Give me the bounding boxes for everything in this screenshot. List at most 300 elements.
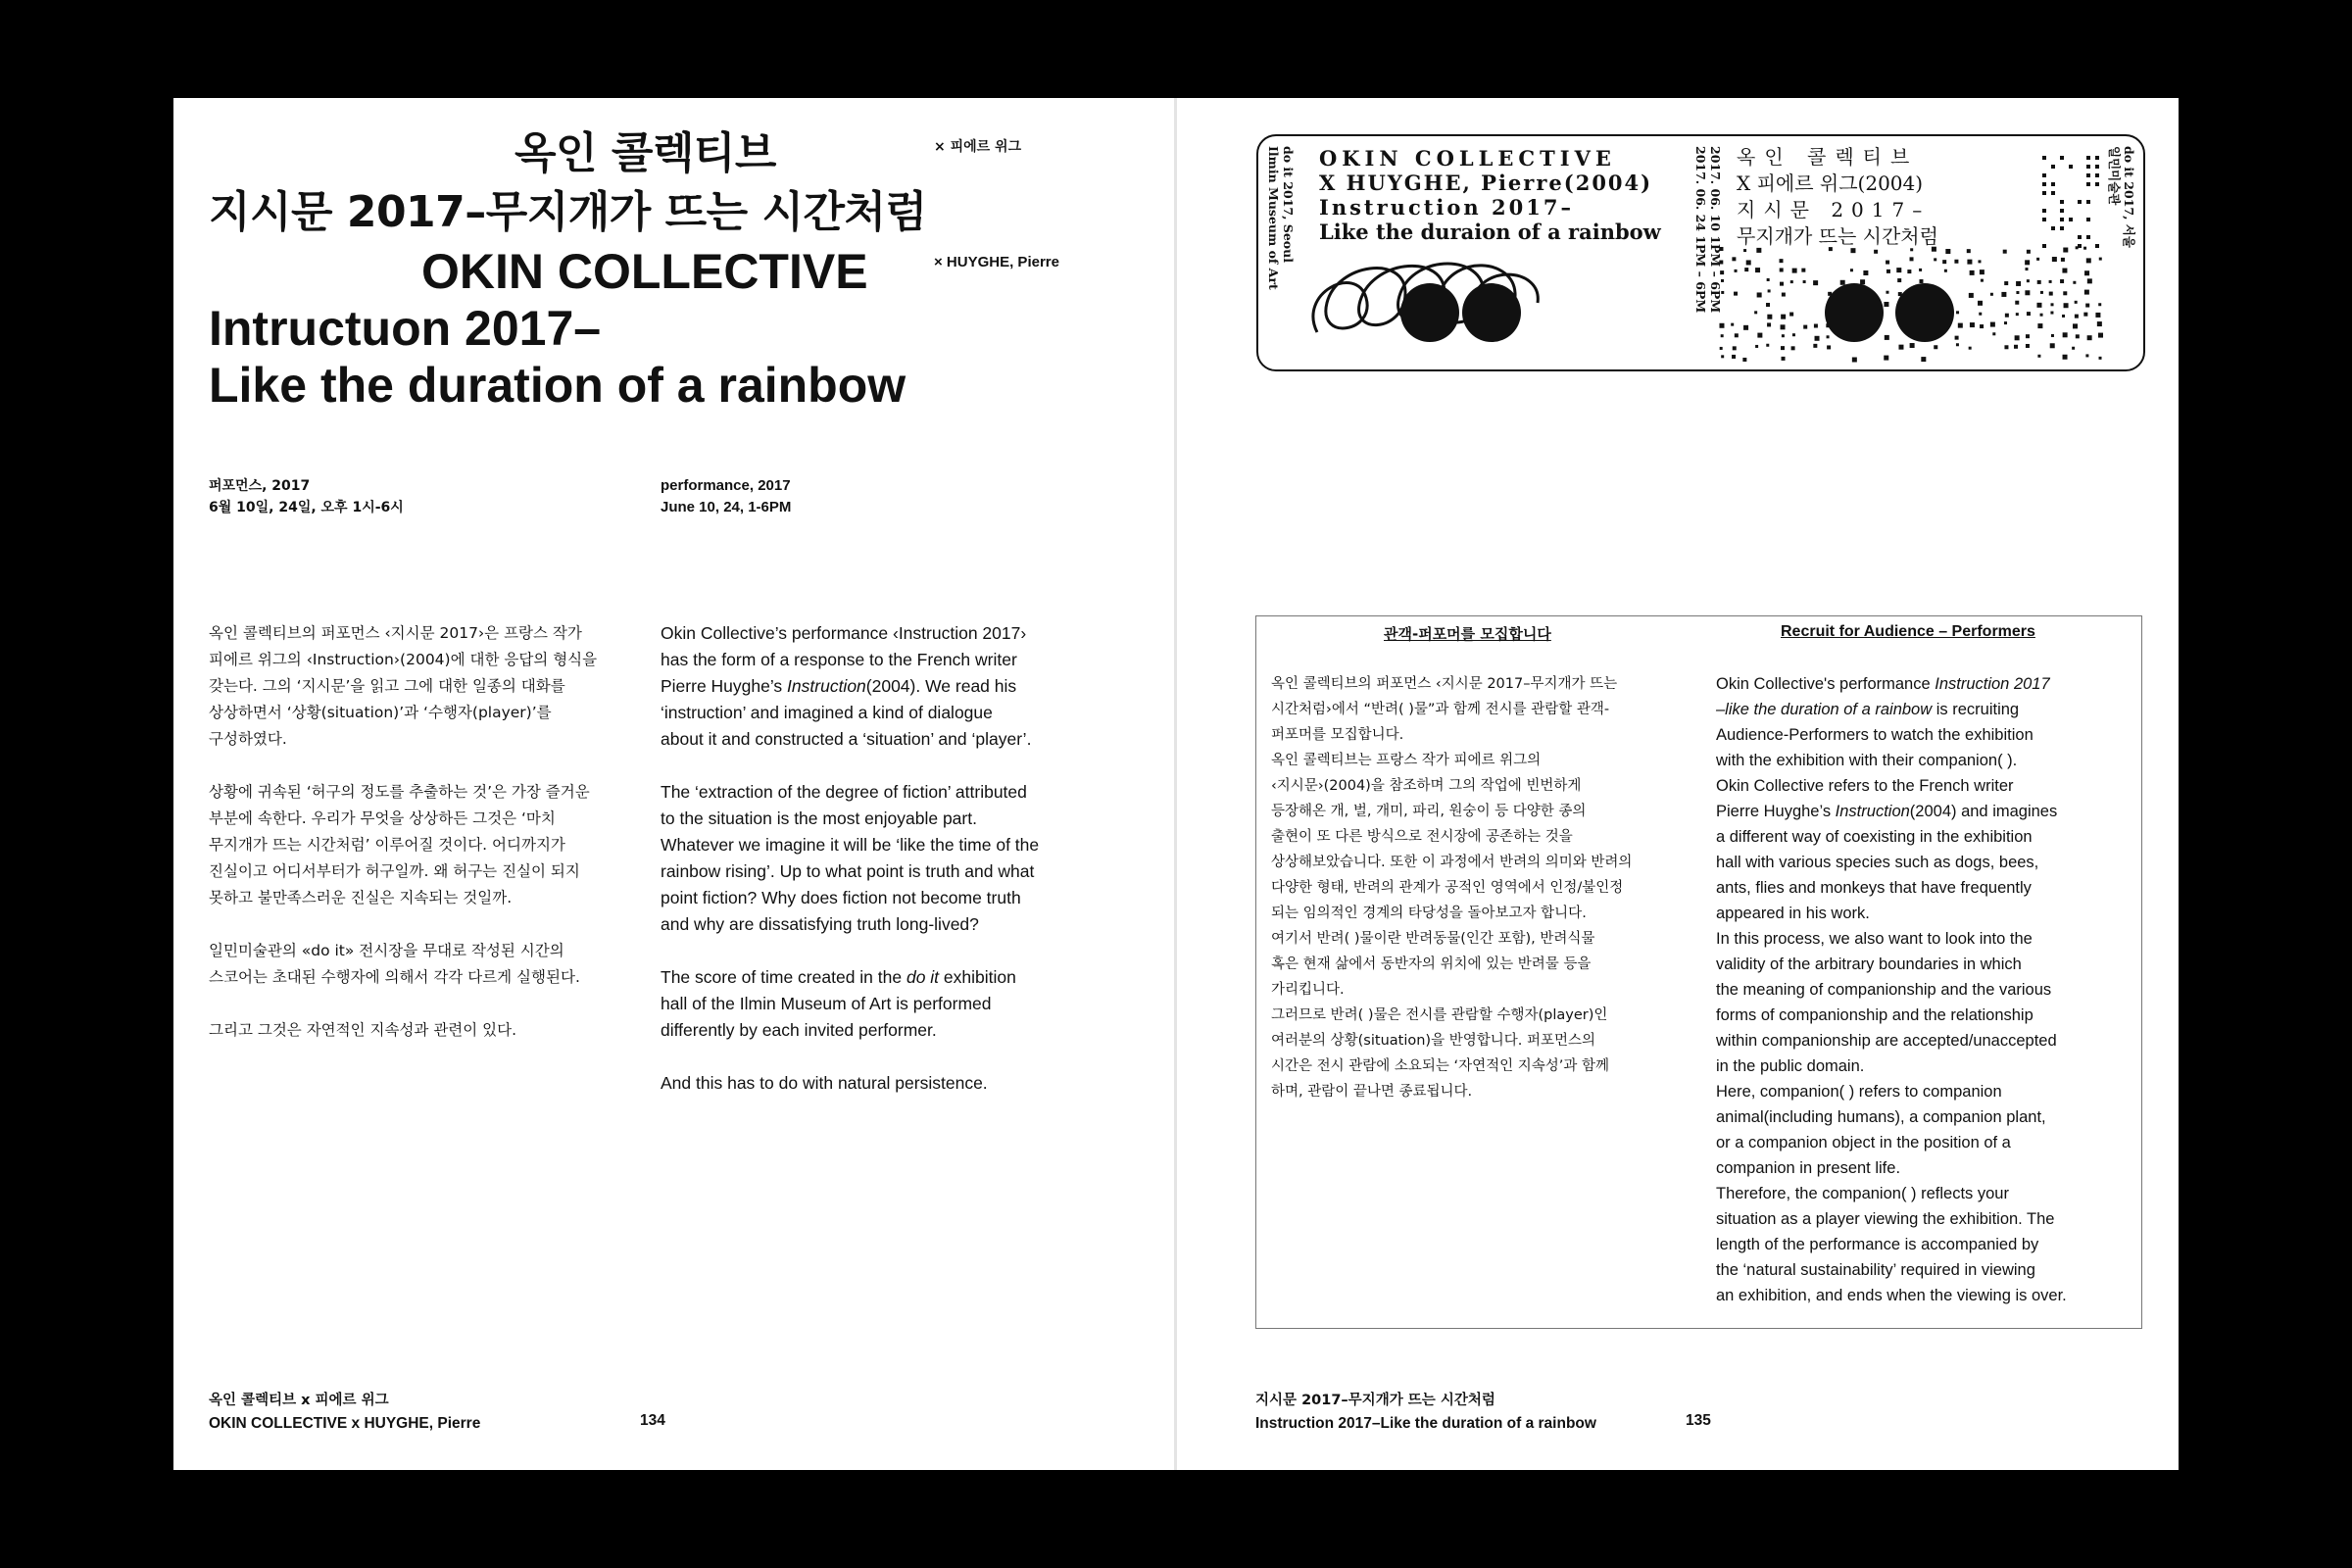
pattern-dot <box>1955 336 1959 340</box>
pattern-dot <box>2075 315 2079 318</box>
poster-line: OKIN COLLECTIVE <box>1319 146 1616 171</box>
text-line: 시간은 전시 관람에 소요되는 ‘자연적인 지속성’과 함께 <box>1271 1058 1610 1074</box>
pattern-dot <box>2016 291 2019 294</box>
text-line: The ‘extraction of the degree of fiction’ attributed <box>661 782 1027 802</box>
pattern-dot <box>2042 244 2046 248</box>
pattern-dot <box>2063 291 2067 295</box>
left-footer <box>209 1390 480 1435</box>
pattern-dot <box>2076 334 2080 338</box>
page-number: 134 <box>640 1412 665 1429</box>
text-line: to the situation is the most enjoyable part. <box>661 808 977 828</box>
pattern-dot <box>2049 280 2052 283</box>
pattern-dot <box>1780 282 1784 286</box>
footer-ko: 지시문 2017–무지개가 뜨는 시간처럼 <box>1255 1393 1495 1408</box>
poster-line: Instruction 2017– <box>1319 195 1574 220</box>
text-line: And this has to do with natural persistence. <box>661 1073 988 1093</box>
pattern-dot <box>2037 280 2041 284</box>
text-line: Whatever we imagine it will be ‘like the time of the <box>661 835 1040 855</box>
pattern-dot <box>2078 244 2082 248</box>
pattern-dot <box>2003 250 2007 254</box>
pattern-dot <box>2095 173 2099 177</box>
pattern-dot <box>1781 324 1786 329</box>
pattern-dot <box>1757 333 1762 338</box>
pattern-dot <box>2060 226 2064 230</box>
poster-side-line: 2017. 06. 24 1PM – 6PM <box>1693 146 1708 314</box>
text-line: 무지개가 뜨는 시간처럼’ 이루어질 것이다. 어디까지가 <box>209 836 565 854</box>
text-fragment: is recruiting <box>1932 701 2020 718</box>
text-line: 피에르 위그의 ‹Instruction›(2004)에 대한 응답의 형식을 <box>209 651 598 668</box>
body-en-paragraph <box>661 964 1111 1044</box>
pattern-dot <box>1789 313 1793 317</box>
text-line: within companionship are accepted/unaccepted <box>1716 1032 2057 1050</box>
pattern-dot <box>1813 344 1817 348</box>
black-dot <box>1825 283 1884 342</box>
collab-ko: × 피에르 위그 <box>934 139 1022 155</box>
pattern-dot <box>2064 303 2069 308</box>
pattern-dot <box>1815 336 1820 341</box>
pattern-dot <box>1755 268 1760 272</box>
box-body-en <box>1716 671 2132 1308</box>
text-line: hall with various species such as dogs, bees, <box>1716 854 2039 871</box>
poster-en-title <box>1319 146 1661 244</box>
text-line: appeared in his work. <box>1716 905 1870 922</box>
text-line <box>1716 697 2132 722</box>
pattern-dot <box>1735 333 1739 337</box>
text-line: and why are dissatisfying truth long-lived? <box>661 914 979 934</box>
pattern-dot <box>2049 292 2053 296</box>
pattern-dot <box>1980 324 1984 328</box>
pattern-dot <box>1981 279 1984 282</box>
pattern-dot <box>2036 303 2041 308</box>
pattern-dot <box>2042 173 2046 177</box>
pattern-dot <box>2027 279 2030 282</box>
text-line: Okin Collective refers to the French writer <box>1716 777 2014 795</box>
pattern-dot <box>2087 278 2092 283</box>
pattern-dot <box>1978 260 1981 263</box>
text-italic: Instruction 2017 <box>1935 675 2050 693</box>
text-line: 상황에 귀속된 ‘허구의 정도를 추출하는 것’은 가장 즐거운 <box>209 783 590 801</box>
pattern-dot <box>2073 281 2076 284</box>
pattern-dot <box>2063 248 2068 253</box>
text-italic: Instruction <box>787 676 866 696</box>
pattern-dot <box>2050 343 2055 348</box>
pattern-dot <box>1896 268 1901 272</box>
poster-side-right <box>2103 146 2136 357</box>
text-line: length of the performance is accompanied by <box>1716 1236 2039 1253</box>
box-heading-en: Recruit for Audience – Performers <box>1781 623 2035 640</box>
pattern-dot <box>1944 270 1947 272</box>
poster-side-left-text <box>1266 146 1296 290</box>
pattern-dot <box>2042 209 2046 213</box>
text-line: hall of the Ilmin Museum of Art is performed <box>661 994 992 1013</box>
text-line: ‘instruction’ and imagined a kind of dialogue <box>661 703 993 722</box>
pattern-dot <box>1780 268 1784 271</box>
text-fragment: exhibition <box>939 967 1016 987</box>
pattern-dot <box>1803 280 1806 283</box>
meta-en-line: performance, 2017 <box>661 477 791 494</box>
pattern-dot <box>1898 345 1903 350</box>
body-en-paragraph <box>661 1070 1111 1097</box>
pattern-dot <box>2051 165 2055 169</box>
pattern-dot <box>2086 235 2090 239</box>
text-line: the ‘natural sustainability’ required in viewing <box>1716 1261 2035 1279</box>
text-line <box>1716 799 2132 824</box>
pattern-dot <box>1852 357 1857 362</box>
pattern-dot <box>2078 235 2082 239</box>
pattern-dot <box>1780 259 1784 263</box>
text-line: about it and constructed a ‘situation’ and ‘player’. <box>661 729 1032 749</box>
pattern-dot <box>1934 258 1936 261</box>
pattern-dot <box>2063 355 2068 360</box>
pattern-dot <box>1732 257 1736 261</box>
body-ko-paragraph <box>209 1017 645 1044</box>
pattern-dot <box>1782 293 1786 297</box>
pattern-dot <box>1967 249 1971 253</box>
text-line: 구성하였다. <box>209 730 287 748</box>
text-line: in the public domain. <box>1716 1057 1865 1075</box>
body-ko <box>209 620 645 1044</box>
pattern-dot <box>1885 335 1889 340</box>
pattern-dot <box>1755 345 1758 348</box>
pattern-dot <box>2086 165 2090 169</box>
pattern-dot <box>1860 279 1865 284</box>
poster-side-line: 2017. 06. 10 1PM – 6PM <box>1708 146 1723 314</box>
poster-side-mid-text <box>1693 146 1723 313</box>
pattern-dot <box>1886 270 1890 273</box>
recruit-box <box>1255 615 2142 1329</box>
text-line: 옥인 콜렉티브의 퍼포먼스 ‹지시문 2017–무지개가 뜨는 <box>1271 676 1618 692</box>
pattern-dot <box>2060 279 2064 283</box>
pattern-dot <box>2051 226 2055 230</box>
text-line: with the exhibition with their companion( ). <box>1716 752 2018 769</box>
footer-en: Instruction 2017–Like the duration of a rainbow <box>1255 1415 1596 1432</box>
pattern-dot <box>1801 269 1805 272</box>
pattern-dot <box>1732 355 1736 359</box>
pattern-dot <box>2040 291 2043 294</box>
pattern-dot <box>1934 345 1937 349</box>
pattern-dot <box>1803 325 1807 329</box>
body-ko-paragraph <box>209 938 645 991</box>
poster-side-line: 일민미술관 <box>2107 146 2122 206</box>
pattern-dot <box>1733 346 1737 350</box>
pattern-dot <box>2014 345 2018 349</box>
pattern-dot <box>2099 357 2102 360</box>
pattern-dot <box>1956 343 1959 346</box>
pattern-dot <box>2095 244 2099 248</box>
pattern-dot <box>1850 269 1853 271</box>
pattern-dot <box>1907 270 1911 273</box>
pattern-dot <box>1945 249 1950 254</box>
text-line: validity of the arbitrary boundaries in which <box>1716 956 2022 973</box>
text-line: 그리고 그것은 자연적인 지속성과 관련이 있다. <box>209 1021 517 1039</box>
pattern-dot <box>2040 314 2043 317</box>
pattern-dot <box>1746 260 1751 265</box>
text-line <box>1716 671 2132 697</box>
text-line: Therefore, the companion( ) reflects your <box>1716 1185 2009 1202</box>
pattern-dot <box>1781 315 1786 319</box>
pattern-dot <box>1919 269 1922 271</box>
text-line: 여기서 반려( )물이란 반려동물(인간 포함), 반려식물 <box>1271 931 1595 947</box>
pattern-dot <box>1992 332 1995 335</box>
pattern-dot <box>2036 258 2039 261</box>
pattern-dot <box>1979 313 1982 316</box>
text-line: situation as a player viewing the exhibition. The <box>1716 1210 2055 1228</box>
text-line: the meaning of companionship and the various <box>1716 981 2052 999</box>
right-page <box>1177 98 2179 1470</box>
pattern-dot <box>2099 258 2102 261</box>
pattern-dot <box>2069 165 2073 169</box>
text-line: 출현이 또 다른 방식으로 전시장에 공존하는 것을 <box>1271 829 1573 845</box>
black-dot <box>1462 283 1521 342</box>
pattern-dot <box>2083 313 2087 317</box>
pattern-dot <box>2085 354 2088 357</box>
black-dot <box>1400 283 1459 342</box>
pattern-dot <box>1980 270 1984 274</box>
text-line: Here, companion( ) refers to companion <box>1716 1083 2002 1101</box>
pattern-dot <box>1768 289 1771 292</box>
pattern-dot <box>1954 260 1958 264</box>
title-en-line1: OKIN COLLECTIVE <box>421 244 868 299</box>
body-ko-paragraph <box>209 620 645 753</box>
pattern-dot <box>2001 292 2006 297</box>
text-fragment: The score of time created in the <box>661 967 906 987</box>
text-line: rainbow rising’. Up to what point is truth and what <box>661 861 1035 881</box>
pattern-dot <box>1814 324 1818 328</box>
poster-side-line: do it 2017, Seoul <box>1281 146 1296 263</box>
pattern-dot <box>1990 293 1993 296</box>
left-page <box>173 98 1174 1470</box>
poster-side-line: do it 2017, 서울 <box>2122 146 2136 248</box>
pattern-dot <box>1886 291 1888 294</box>
text-line: 상상하면서 ‘상황(situation)’과 ‘수행자(player)’를 <box>209 704 552 721</box>
pattern-dot <box>2025 290 2030 295</box>
body-en-paragraph <box>661 779 1111 938</box>
footer-ko: 옥인 콜렉티브 x 피에르 위그 <box>209 1393 389 1408</box>
pattern-dot <box>2060 200 2064 204</box>
text-line: 가리킵니다. <box>1271 982 1345 998</box>
body-en-paragraph <box>661 620 1111 753</box>
pattern-dot <box>2051 191 2055 195</box>
pattern-dot <box>1735 270 1738 272</box>
pattern-dot <box>2042 218 2046 221</box>
pattern-dot <box>2062 269 2067 273</box>
pattern-dot <box>2051 182 2055 186</box>
right-footer <box>1255 1390 1596 1435</box>
pattern-dot <box>2072 347 2075 350</box>
pattern-dot <box>2097 321 2102 326</box>
pattern-dot <box>2095 182 2099 186</box>
pattern-dot <box>1754 311 1757 314</box>
pattern-dot <box>2026 334 2030 338</box>
pattern-dot <box>2005 314 2009 318</box>
pattern-dot <box>1757 292 1762 297</box>
text-line: 등장해온 개, 벌, 개미, 파리, 원숭이 등 다양한 종의 <box>1271 804 1587 819</box>
pattern-dot <box>2084 270 2089 275</box>
pattern-dot <box>1767 315 1772 319</box>
pattern-dot <box>2086 200 2090 204</box>
text-line: ants, flies and monkeys that have frequently <box>1716 879 2032 897</box>
pattern-dot <box>1969 347 1972 350</box>
text-line: 다양한 형태, 반려의 관계가 공적인 영역에서 인정/불인정 <box>1271 880 1624 896</box>
pattern-dot <box>2060 209 2064 213</box>
poster-side-mid <box>1691 146 1723 357</box>
poster-line: 지시문 2017– <box>1737 198 1931 221</box>
meta-en-line: June 10, 24, 1-6PM <box>661 499 792 515</box>
text-line: ‹지시문›(2004)을 참조하며 그의 작업에 빈번하게 <box>1271 778 1582 794</box>
title-en-line2: Intructuon 2017– <box>209 301 602 356</box>
text-line: 퍼포머를 모집합니다. <box>1271 727 1404 743</box>
pattern-dot <box>2027 250 2031 254</box>
pattern-dot <box>1790 280 1793 283</box>
box-heading-ko: 관객-퍼포머를 모집합니다 <box>1384 625 1551 643</box>
text-line: 혹은 현재 삶에서 동반자의 위치에 있는 반려물 등을 <box>1271 956 1592 972</box>
text-line: animal(including humans), a companion plant, <box>1716 1108 2046 1126</box>
pattern-dot <box>2026 344 2030 348</box>
pattern-dot <box>2095 156 2099 160</box>
pattern-dot <box>2027 312 2031 316</box>
text-line: 시간처럼›에서 “반려( )물”과 함께 전시를 관람할 관객- <box>1271 702 1610 717</box>
pattern-dot <box>1970 322 1975 327</box>
text-line: forms of companionship and the relationship <box>1716 1006 2034 1024</box>
text-line: Audience-Performers to watch the exhibition <box>1716 726 2034 744</box>
pattern-dot <box>2086 156 2090 160</box>
pattern-dot <box>2025 268 2028 270</box>
text-line: 옥인 콜렉티브의 퍼포먼스 ‹지시문 2017›은 프랑스 작가 <box>209 624 582 642</box>
text-italic: –like the duration of a rainbow <box>1716 701 1933 718</box>
pattern-dot <box>1840 280 1845 285</box>
pattern-dot <box>2004 345 2008 349</box>
pattern-dot <box>2051 334 2054 337</box>
pattern-dot <box>2078 200 2082 204</box>
pattern-dot <box>2086 173 2090 177</box>
pattern-dot <box>2060 218 2064 221</box>
pattern-dot <box>2004 281 2008 285</box>
body-ko-paragraph <box>209 779 645 911</box>
pattern-dot <box>2061 258 2065 262</box>
text-line: In this process, we also want to look into the <box>1716 930 2033 948</box>
pattern-dot <box>2084 290 2089 295</box>
pattern-dot <box>1910 257 1914 261</box>
pattern-dot <box>2015 335 2020 340</box>
pattern-dot <box>1827 335 1830 338</box>
text-fragment: Pierre Huyghe’s <box>661 676 788 696</box>
pattern-dot <box>2052 257 2057 262</box>
pattern-dot <box>2086 258 2091 263</box>
pattern-dot <box>2075 301 2078 304</box>
pattern-dot <box>2062 315 2065 318</box>
pattern-dot <box>1767 278 1770 281</box>
text-fragment: Pierre Huyghe’s <box>1716 803 1836 820</box>
pattern-dot <box>1886 261 1889 265</box>
title-ko-line2: 지시문 2017–무지개가 뜨는 시간처럼 <box>209 187 927 237</box>
pattern-dot <box>1970 270 1975 275</box>
poster-line: 옥인 콜렉티브 <box>1737 145 1919 169</box>
text-line: or a companion object in the position of a <box>1716 1134 2011 1152</box>
pattern-dot <box>1767 322 1771 326</box>
event-poster <box>1256 134 2145 371</box>
poster-line: X HUYGHE, Pierre(2004) <box>1319 171 1653 195</box>
pattern-dot <box>2042 182 2046 186</box>
text-line: 하며, 관람이 끝나면 종료됩니다. <box>1271 1084 1473 1100</box>
pattern-dot <box>2063 332 2068 337</box>
text-line: companion in present life. <box>1716 1159 1901 1177</box>
pattern-dot <box>1791 346 1795 350</box>
pattern-dot <box>2086 182 2090 186</box>
pattern-dot <box>2016 313 2019 316</box>
text-line: an exhibition, and ends when the viewing is over. <box>1716 1287 2067 1304</box>
pattern-dot <box>1910 343 1915 348</box>
text-line: 부분에 속한다. 우리가 무엇을 상상하든 그것은 ‘마치 <box>209 809 556 827</box>
text-line: 일민미술관의 «do it» 전시장을 무대로 작성된 시간의 <box>209 942 564 959</box>
title-en-line3: Like the duration of a rainbow <box>209 358 906 413</box>
pattern-dot <box>1781 346 1785 350</box>
text-fragment: (2004). We read his <box>865 676 1017 696</box>
pattern-dot <box>1743 325 1748 330</box>
text-line: 옥인 콜렉티브는 프랑스 작가 피에르 위그의 <box>1271 753 1542 768</box>
pattern-dot <box>2037 355 2040 358</box>
pattern-dot <box>1942 260 1946 264</box>
pattern-dot <box>1742 358 1746 362</box>
pattern-dot <box>2069 218 2073 221</box>
pattern-dot <box>2087 335 2092 340</box>
meta-ko <box>209 475 404 518</box>
text-line: 진실이고 어디서부터가 허구일까. 왜 허구는 진실이 되지 <box>209 862 580 880</box>
text-line: has the form of a response to the French writer <box>661 650 1017 669</box>
pattern-dot <box>1734 292 1738 296</box>
pattern-dot <box>1782 334 1785 337</box>
text-line: 스코어는 초대된 수행자에 의해서 각각 다르게 실행된다. <box>209 968 580 986</box>
text-fragment: (2004) and imagines <box>1909 803 2058 820</box>
poster-side-right-text <box>2107 146 2136 248</box>
pattern-dot <box>2042 156 2046 160</box>
pattern-dot <box>1919 279 1923 283</box>
pattern-dot <box>1782 357 1786 361</box>
text-italic: do it <box>906 967 940 987</box>
meta-ko-line: 퍼포먼스, 2017 <box>209 478 311 494</box>
pattern-dot <box>1827 345 1831 349</box>
pattern-dot <box>1884 302 1888 307</box>
pattern-dot <box>2051 303 2054 306</box>
pattern-dot <box>1792 333 1795 336</box>
poster-side-line: Ilmin Museum of Art <box>1266 146 1281 290</box>
text-line: differently by each invited performer. <box>661 1020 937 1040</box>
pattern-dot <box>1766 303 1770 307</box>
pattern-dot <box>1813 280 1818 285</box>
box-body-ko <box>1271 671 1692 1104</box>
pattern-dot <box>2042 191 2046 195</box>
pattern-dot <box>1744 268 1748 271</box>
pattern-dot <box>2098 303 2101 306</box>
pattern-dot <box>1958 323 1963 328</box>
pattern-dot <box>1766 344 1769 347</box>
pattern-dot <box>2073 323 2078 328</box>
pattern-dot <box>1967 260 1972 265</box>
pattern-dot <box>2025 260 2030 265</box>
pattern-dot <box>1874 250 1878 254</box>
pattern-dot <box>1863 270 1868 275</box>
pattern-dot <box>2050 312 2053 315</box>
pattern-dot <box>2085 304 2089 308</box>
black-dot <box>1895 283 1954 342</box>
collab-en: × HUYGHE, Pierre <box>934 254 1059 270</box>
pattern-dot <box>2095 313 2100 318</box>
poster-side-left <box>1266 146 1296 357</box>
pattern-dot <box>2086 218 2090 221</box>
pattern-dot <box>1978 301 1983 306</box>
pattern-dot <box>2004 321 2007 324</box>
body-en <box>661 620 1111 1123</box>
page-number: 135 <box>1686 1412 1711 1429</box>
